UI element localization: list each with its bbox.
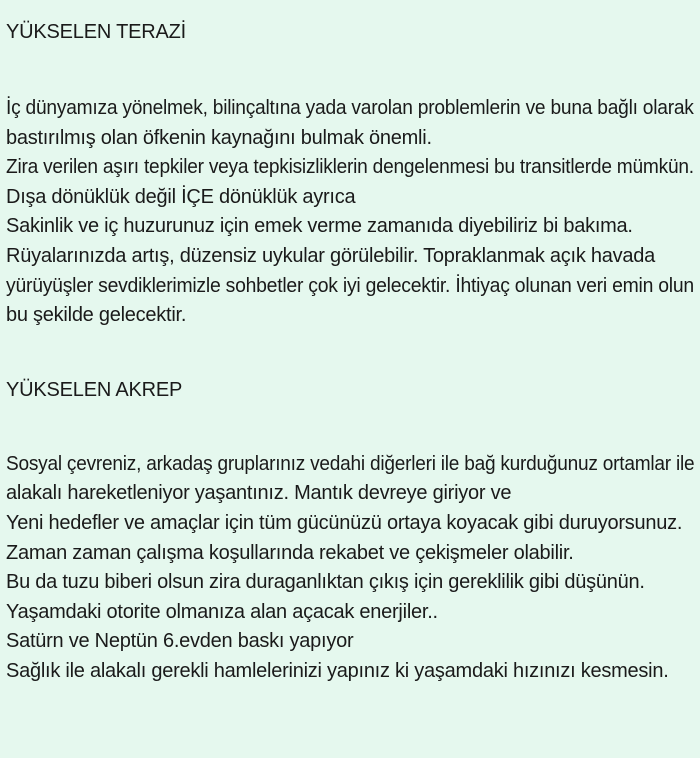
text-line: Satürn ve Neptün 6.evden baskı yapıyor bbox=[6, 630, 354, 653]
text-line: bastırılmış olan öfkenin kaynağını bulmak önemli. bbox=[6, 126, 432, 149]
text-line: Sosyal çevreniz, arkadaş gruplarınız vedahi diğerleri ile bağ kurduğunuz ortamlar ile bbox=[6, 452, 695, 475]
text-line: alakalı hareketleniyor yaşantınız. Mantık devreye giriyor ve bbox=[6, 482, 512, 505]
text-line: Dışa dönüklük değil İÇE dönüklük ayrıca bbox=[6, 185, 356, 208]
text-line: Zira verilen aşırı tepkiler veya tepkisizliklerin dengelenmesi bu transitlerde mümkün. bbox=[6, 156, 694, 179]
text-line: Sağlık ile alakalı gerekli hamlelerinizi yapınız ki yaşamdaki hızınızı kesmesin. bbox=[6, 659, 669, 682]
text-line: Bu da tuzu biberi olsun zira duraganlıktan çıkış için gereklilik gibi düşünün. bbox=[6, 571, 645, 594]
text-line: Sakinlik ve iç huzurunuz için emek verme zamanıda diyebiliriz bi bakıma. bbox=[6, 215, 633, 238]
text-line: Yeni hedefler ve amaçlar için tüm gücünüzü ortaya koyacak gibi duruyorsunuz. bbox=[6, 511, 683, 534]
section-title-akrep: YÜKSELEN AKREP bbox=[6, 378, 183, 401]
text-line: bu şekilde gelecektir. bbox=[6, 304, 187, 327]
text-line: İç dünyamıza yönelmek, bilinçaltına yada varolan problemlerin ve buna bağlı olarak bbox=[6, 97, 694, 119]
text-line: Zaman zaman çalışma koşullarında rekabet ve çekişmeler olabilir. bbox=[6, 541, 574, 564]
spacer bbox=[6, 405, 694, 450]
spacer bbox=[6, 331, 694, 376]
text-line: yürüyüşler sevdiklerimizle sohbetler çok iyi gelecektir. İhtiyaç olunan veri emin olun bbox=[6, 274, 694, 297]
paragraph-akrep bbox=[6, 450, 694, 687]
text-line: Rüyalarınızda artış, düzensiz uykular görülebilir. Topraklanmak açık havada bbox=[6, 244, 656, 267]
spacer bbox=[6, 47, 694, 94]
paragraph-terazi bbox=[6, 94, 694, 331]
text-line: Yaşamdaki otorite olmanıza alan açacak enerjiler.. bbox=[6, 600, 438, 623]
section-title-terazi: YÜKSELEN TERAZİ bbox=[6, 21, 187, 43]
